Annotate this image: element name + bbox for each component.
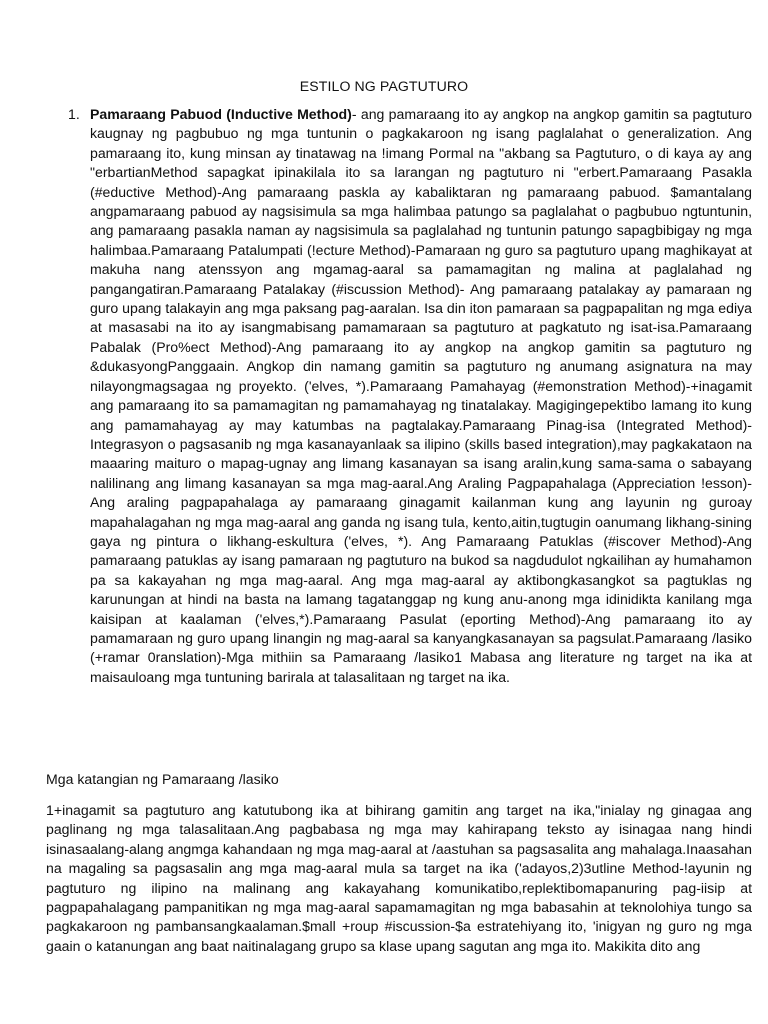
- section-heading: Mga katangian ng Pamaraang /lasiko: [46, 771, 279, 787]
- list-number: 1.: [68, 106, 80, 122]
- list-item-body: [90, 105, 752, 687]
- document-title: ESTILO NG PAGTUTURO: [299, 78, 469, 94]
- section-paragraph: 1+inagamit sa pagtuturo ang katutubong ika at bihirang gamitin ang target na ika,"inialay ng ginagaa ang paglinang ng mga talasalitaan.Ang pagbabasa ng mga may kahirapang teksto ay isinagaa nang hindi isinasaalang-alang angmga kahandaan ng mga mag-aaral at /aastuhan sa pagsasalita ang mahalaga.Inaasahan na magaling sa pagsasalin ang mga mag-aaral mula sa target na ika ('adayos,2)3utline Method-!ayunin ng pagtuturo ng ilipino na malinang ang kakayahang komunikatibo,replektibomapanuring pag-iisip at pagpapahalagang pampanitikan ng mga mag-aaral sapamamagitan ng mga babasahin at teknolohiya tungo sa pagkakaroon ng pambansangkaalaman.$mall +roup #iscussion-$a estratehiyang ito, 'inigyan ng guro ng mga gaain o katanungan ang baat naitinalagang grupo sa klase upang sagutan ang mga ito. Makikita dito ang: [46, 802, 752, 954]
- item-lead-term: Pamaraang Pabuod (Inductive Method): [90, 106, 352, 122]
- item-text: - ang pamaraang ito ay angkop na angkop gamitin sa pagtuturo kaugnay ng pagbubuo ng mga tuntunin o pagkakaroon ng isang paglalahat o generalization. Ang pamaraang ito, kung minsan ay tinatawag na !imang Pormal na "akbang sa Pagtuturo, o di kaya ay ang "erbartianMethod sapagkat ipinakilala ito sa larangan ng pagtuturo ni "erbert.Pamaraang Pasakla (#eductive Method)-Ang pamaraang paskla ay kabaliktaran ng pamaraang pabuod. $amantalang angpamaraang pabuod ay nagsisimula sa mga halimbaa patungo sa paglalahat o pagbubuo ngtuntunin, ang pamaraang pasakla naman ay nagsisimula sa paglalahad ng tuntunin patungo sapagbibigay ng mga halimbaa.Pamaraang Patalumpati (!ecture Method)-Pamaraan ng guro sa pagtuturo upang maghikayat at makuha nang atenssyon ang mgamag-aaral sa pamamagitan ng malina at paglalahad ng pangangatiran.Pamaraang Patalakay (#iscussion Method)- Ang pamaraang patalakay ay pamaraan ng guro upang talakayin ang mga paksang pag-aaralan. Isa din iton pamaraan sa pagpapalitan ng mga ediya at masasabi na ito ay isangmabisang pamamaraan sa pagtuturo at pagkatuto ng isat-isa.Pamaraang Pabalak (Pro%ect Method)-Ang pamaraang ito ay angkop na angkop gamitin sa pagtuturo ng &dukasyongPanggaain. Angkop din namang gamitin sa pagtuturo ng anumang asignatura na may nilayongmagsagaa ng proyekto. ('elves, *).Pamaraang Pamahayag (#emonstration Method)-+inagamit ang pamaraang ito sa pamamagitan ng pamamahayag ng tinatalakay. Magigingepektibo lamang ito kung ang pamamahayag ay may katumbas na pagtalakay.Pamaraang Pinag-isa (Integrated Method)-Integrasyon o pagsasanib ng mga kasanayanlaak sa ilipino (skills based integration),may pagkakataon na maaaring maituro o mapag-ugnay ang limang kasanayan sa isang aralin,kung sama-sama o sabayang nalilinang ang limang kasanayan sa mga mag-aaral.Ang Araling Pagpapahalaga (Appreciation !esson)-Ang araling pagpapahalaga ay pamaraang ginagamit kailanman kung ang layunin ng guroay mapahalagahan ng mga mag-aaral ang ganda ng isang tula, kento,aitin,tugtugin oanumang likhang-sining gaya ng pintura o likhang-eskultura ('elves, *). Ang Pamaraang Patuklas (#iscover Method)-Ang pamaraang patuklas ay isang pamaraan ng pagtuturo na bukod sa nagdudulot ngkailihan ay humahamon pa sa kakayahan ng mga mag-aaral. Ang mga mag-aaral ay aktibongkasangkot sa pagtuklas ng karunungan at hindi na basta na lamang tagatanggap ng kung anu-anong mga idinidikta kanilang mga kaisipan at kaalaman ('elves,*).Pamaraang Pasulat (eporting Method)-Ang pamaraang ito ay pamamaraan ng guro upang linangin ng mag-aaral sa kanyangkasanayan sa pagsulat.Pamaraang /lasiko (+ramar 0ranslation)-Mga mithiin sa Pamaraang /lasiko1 Mabasa ang literature ng target na ika at maisauloang mga tuntuning barirala at talasalitaan ng target na ika.: [90, 106, 753, 685]
